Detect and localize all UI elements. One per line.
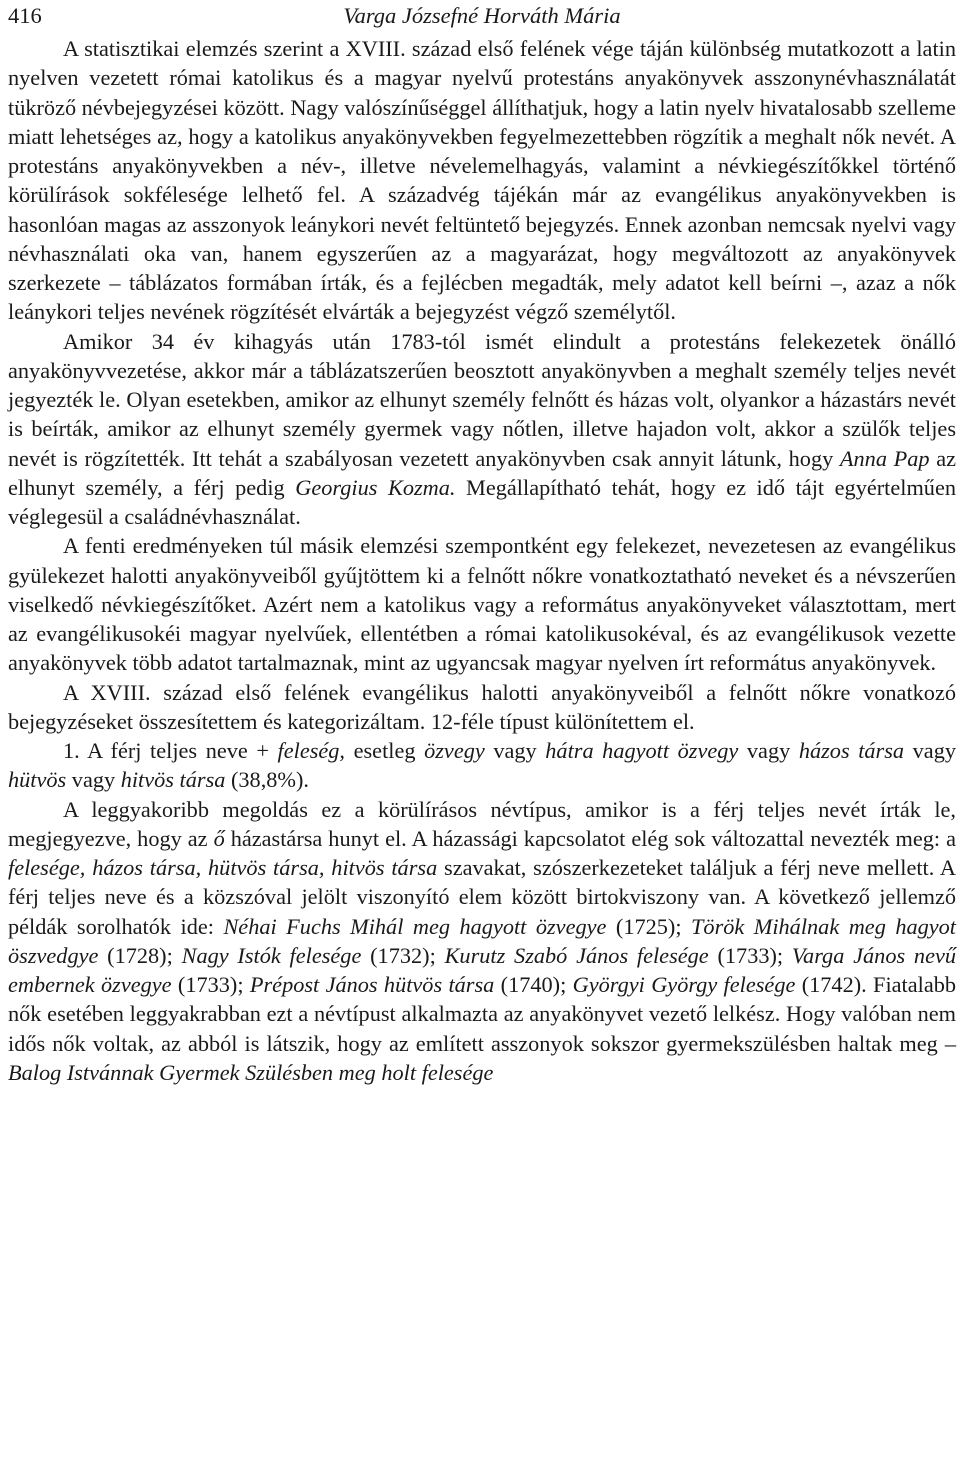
italic-run: ő [213,825,225,851]
body-text [8,34,956,1087]
text-run: vagy [484,738,546,763]
italic-run: Varga János nevű embernek özvegye [8,942,957,997]
paragraph [8,531,956,677]
italic-run: Török Mihálnak meg hagyot öszvedgye [8,913,956,968]
italic-run: hátra hagyott özvegy [545,738,739,763]
text-run: vagy [738,738,799,763]
text-run: A fenti eredményeken túl másik elemzési szempontként egy felekezet, nevezetesen az evangélikus gyülekezet halotti anyakönyveiből gyűjtöttem ki a felnőtt nőkre vonatkoztatható neveket és a névszerűen viselkedő névkiegészítőket. Azért nem a katolikus vagy a református anyakönyveket választottam, mert az evangélikusokéi magyar nyelvűek, ellentétben a római katolikusokéval, és az evangélikusok vezette anyakönyvek több adatot tartalmaznak, mint az ugyancsak magyar nyelven írt református anyakönyvek. [8,533,956,676]
text-run: A XVIII. század első felének evangélikus halotti anyakönyveiből a felnőtt nőkre vonatkozó bejegyzéseket összesítettem és kategorizáltam. 12-féle típust különítettem el. [8,679,956,734]
text-run: Megállapítható tehát, hogy ez idő tájt egyértelműen véglegesül a családnévhasználat. [8,474,956,529]
text-run: (1732); [361,942,445,968]
text-run: A leggyakoribb megoldás ez a körülírásos névtípus, amikor is a férj teljes nevét írták le, megjegyezve, hogy az [8,796,956,851]
text-run: (1740); [494,972,573,997]
text-run: (1742). Fiatalabb nők esetében leggyakrabban ezt a névtípust alkalmazta az anyakönyvet vezető lelkész. Hogy valóban nem idős nők voltak, az abból is látszik, hogy az említett asszonyok sokszor gyermekszülésben haltak meg – [8,972,957,1056]
paragraph [8,678,956,737]
italic-run: hitvös társa [120,767,226,793]
page-header [8,0,956,34]
italic-run: feleség, [277,738,346,763]
text-run: vagy [66,767,121,793]
italic-run: Georgius Kozma. [295,474,456,500]
text-run: (1733); [171,972,250,997]
italic-run: Prépost János hütvös társa [249,972,495,997]
text-run: esetleg [345,738,425,763]
italic-run: özvegy [424,738,485,763]
paragraph [8,34,956,327]
italic-run: hütvös [8,767,67,793]
italic-run: Györgyi György felesége [572,972,796,997]
text-run: az elhunyt személy, a férj pedig [8,445,956,500]
italic-run: Néhai Fuchs Mihál meg hagyott özvegye [223,913,607,939]
text-run: A statisztikai elemzés szerint a XVIII. század első felének vége táján különbség mutatkozott a latin nyelven vezetett római katolikus és a magyar nyelvű protestáns anyakönyvek asszonynévhasználatát tükröző névbejegyzései között. Nagy valószínűséggel állíthatjuk, hogy a latin nyelv hivatalosabb szelleme miatt lehetséges az, hogy a katolikus anyakönyvekben fegyelmezettebben rögzítik a meghalt nők nevét. A protestáns anyakönyvekben a név-, illetve névelemelhagyás, valamint a névkiegészítőkkel történő körülírások sokfélesége lelhető fel. A századvég tájékán már az evangélikus anyakönyvekben is hasonlóan magas az asszonyok leánykori nevét feltüntető bejegyzés. Ennek azonban nemcsak nyelvi vagy névhasználati oka van, hanem egyszerűen az a magyarázat, hogy megváltozott az anyakönyvek szerkezete – táblázatos formában írták, és a fejlécben megadták, mely adatot kell beírni –, azaz a nők leánykori teljes nevének rögzítését elvárták a bejegyzést végző személytől. [8,36,956,325]
text-run: (1733); [708,942,792,968]
italic-run: felesége, házos társa, hütvös társa, hitvös társa [8,855,438,880]
text-run: szavakat, szószerkezeteket találjuk a férj neve mellett. A férj teljes neve és a közszóval jelölt viszonyító elem között birtokviszony van. A következő jellemző példák sorolhatók ide: [8,855,956,939]
italic-run: Nagy Istók felesége [181,942,362,968]
text-run: házastársa hunyt el. A házassági kapcsolatot elég sok változattal nevezték meg: a [224,825,956,851]
italic-run: Anna Pap [839,445,930,471]
text-run: (38,8%). [225,767,309,793]
paragraph [8,736,956,795]
italic-run: házos társa [798,738,905,763]
paragraph [8,795,956,1088]
italic-run: Kurutz Szabó János felesége [444,942,709,968]
text-run: 1. A férj teljes neve + [63,738,278,763]
text-run: (1725); [606,913,692,939]
book-page [8,0,956,1087]
running-title: Varga Józsefné Horváth Mária [343,3,621,28]
page-number: 416 [8,3,42,28]
text-run: Amikor 34 év kihagyás után 1783-tól ismét elindult a protestáns felekezetek önálló anyakönyvvezetése, akkor már a táblázatszerűen beosztott anyakönyvben a meghalt személy teljes nevét jegyezték le. Olyan esetekben, amikor az elhunyt személy felnőtt és házas volt, olyankor a házastárs nevét is beírták, amikor az elhunyt személy gyermek vagy nőtlen, illetve hajadon volt, akkor a szülők teljes nevét is rögzítették. Itt tehát a szabályosan vezetett anyakönyvben csak annyit látunk, hogy [8,328,956,471]
text-run: (1728); [98,942,182,968]
text-run: vagy [904,738,956,763]
paragraph [8,327,956,532]
italic-run: Balog Istvánnak Gyermek Szülésben meg holt felesége [8,1059,494,1085]
